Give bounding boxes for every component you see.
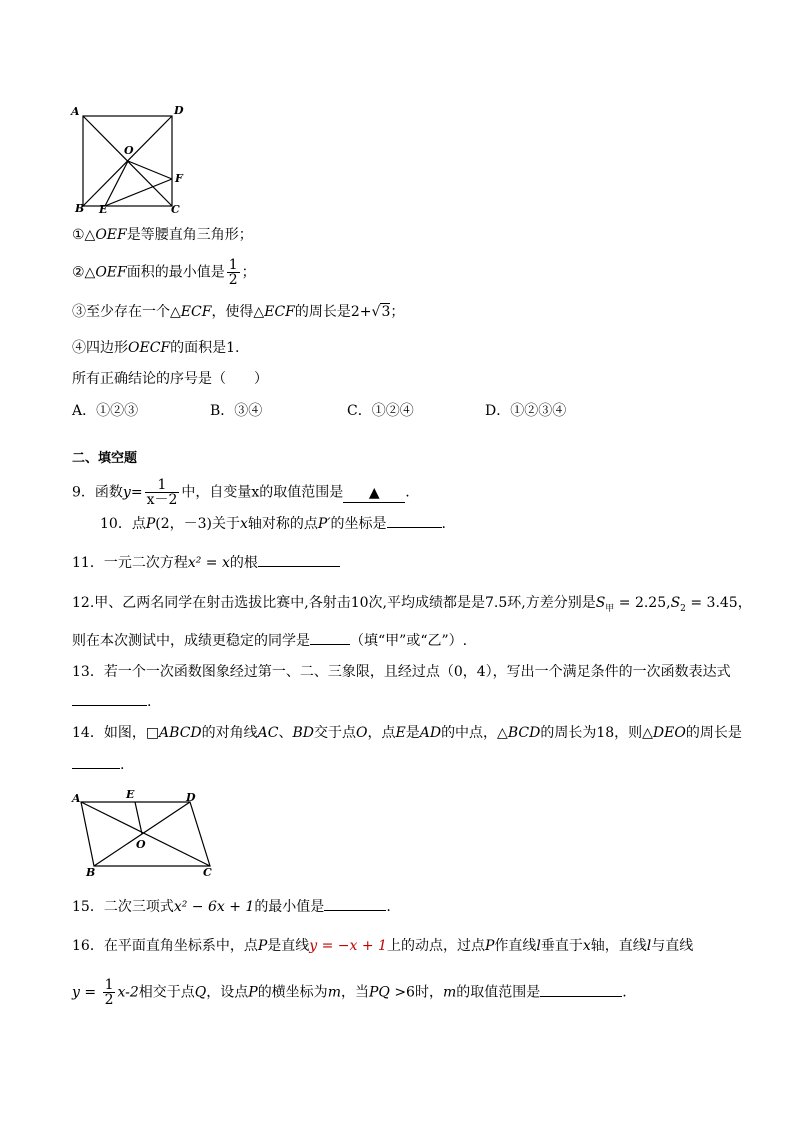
q9-text: 中，自变量x的取值范围是: [181, 484, 344, 501]
question-14-line1: [72, 724, 742, 742]
q16-m: m: [327, 984, 341, 1001]
q16-m2: m: [442, 984, 457, 1001]
q14-bd: BD: [292, 725, 314, 741]
q14-e: E: [395, 725, 406, 741]
label-b: B: [86, 866, 96, 879]
q16-p2: P: [484, 938, 495, 954]
q15-expression: x² − 6x + 1: [173, 899, 255, 915]
q9-fraction: [145, 478, 180, 507]
question-15: [72, 898, 391, 916]
q12-answer-blank[interactable]: [310, 632, 350, 645]
q16-mid8: ，设点: [206, 984, 249, 1001]
question-16-line1: [72, 937, 693, 955]
section-title: 二、填空题: [72, 451, 138, 466]
option-3-prefix: ③至少存在一个△: [72, 304, 181, 320]
q14-o: O: [356, 725, 368, 741]
label-a: A: [72, 792, 81, 805]
q14-mid6: 的周长为18，则△: [540, 725, 653, 741]
option-4-text: 的面积是1.: [170, 340, 240, 356]
option-1: [72, 226, 253, 244]
q9-prefix: 9．函数: [72, 484, 123, 501]
q16-mid11: >6时，: [389, 984, 443, 1001]
q16-p: P: [257, 938, 268, 954]
q16-end: .: [622, 984, 627, 1001]
q9-end: .: [405, 484, 410, 501]
label-c: C: [171, 203, 180, 216]
q13-end: .: [147, 694, 152, 710]
q11-text: 的根: [229, 555, 258, 571]
q16-tail: x-2: [117, 984, 139, 1001]
fraction-numerator: 1: [228, 257, 238, 273]
question-14-line2: [72, 756, 124, 774]
triangle-icon: ▲: [368, 484, 380, 501]
q14-ad: AD: [419, 725, 442, 741]
q16-mid3: 作直线: [494, 938, 537, 954]
option-2-var: OEF: [95, 264, 127, 281]
q12-line2-text: 则在本次测试中，成绩更稳定的同学是: [72, 633, 310, 649]
q12-s2-sub: 2: [680, 603, 686, 614]
option-3-mid: ，使得△: [211, 304, 265, 320]
question-12-line1: [72, 594, 752, 618]
q12-s1-sub: 甲: [605, 603, 615, 614]
q16-p3: P: [248, 984, 258, 1001]
q14-ac: AC: [257, 725, 279, 741]
q11-prefix: 11．一元二次方程: [72, 555, 188, 571]
q12-val2: = 3.45，: [685, 595, 752, 611]
q16-x: x: [582, 938, 591, 954]
q10-x: x: [240, 516, 248, 532]
q16-eq: =: [79, 984, 101, 1001]
question-9: [72, 478, 410, 507]
q10-text: 的坐标是: [330, 516, 387, 532]
fraction-denominator: 2: [104, 992, 114, 1008]
q14-mid4: 是: [405, 725, 420, 741]
q10-end: .: [441, 516, 446, 532]
choice-b: B．③④: [210, 403, 263, 419]
label-e: E: [126, 788, 135, 801]
q16-y: y: [72, 984, 80, 1001]
q16-mid4: 垂直于: [540, 938, 583, 954]
fraction-numerator: 1: [104, 977, 114, 993]
option-4-prefix: ④四边形: [72, 340, 128, 356]
label-f: F: [175, 172, 183, 185]
option-1-prefix: ①△: [72, 227, 96, 243]
q16-mid2: 上的动点，过点: [386, 938, 485, 954]
q14-mid3: ，点: [367, 725, 396, 741]
label-d: D: [186, 791, 196, 804]
q14-bcd: BCD: [507, 725, 541, 741]
q12-s2: S: [670, 595, 681, 611]
q10-coords: (2，－3)关于: [155, 516, 240, 532]
label-o: O: [136, 838, 146, 851]
q14-mid2: 交于点: [314, 725, 356, 741]
option-2-prefix: ②△: [72, 264, 96, 281]
sqrt-radicand: 3: [381, 304, 391, 320]
option-2-end: ；: [241, 264, 256, 281]
option-3-end: ；: [390, 304, 405, 320]
q10-p: P: [145, 516, 156, 532]
question-12-line2: [72, 632, 467, 650]
q14-prefix: 14．如图，: [72, 725, 146, 741]
option-3-text: 的周长是2+: [294, 304, 372, 320]
parallelogram-figure: [66, 786, 226, 882]
q16-l: l: [536, 938, 541, 954]
choice-a: A．①②③: [72, 403, 139, 419]
q11-equation: x² = x: [187, 555, 230, 571]
fraction-denominator: 2: [228, 272, 238, 288]
q16-pq: PQ: [368, 984, 390, 1001]
q11-answer-blank[interactable]: [258, 554, 340, 567]
choice-c: C．①②④: [347, 403, 414, 419]
segment-of: [128, 161, 172, 179]
q13-answer-blank[interactable]: [72, 693, 147, 706]
q14-end: .: [120, 757, 125, 773]
q14-answer-blank[interactable]: [72, 756, 120, 769]
q9-y: y: [122, 484, 131, 501]
q9-eq: =: [130, 484, 143, 501]
label-d: D: [174, 104, 184, 117]
q16-mid5: 轴，直线: [590, 938, 647, 954]
label-b: B: [75, 202, 85, 215]
q16-mid7: 相交于点: [138, 984, 195, 1001]
q16-fraction: [103, 978, 116, 1007]
q16-mid9: 的横坐标为: [257, 984, 328, 1001]
q14-mid1: 的对角线: [201, 725, 258, 741]
q15-end: .: [386, 899, 391, 915]
square-figure: [66, 100, 196, 218]
q16-mid6: 与直线: [651, 938, 694, 954]
segment-ef: [105, 179, 172, 206]
q16-prefix: 16．在平面直角坐标系中，点: [72, 938, 258, 954]
q14-abcd: □ABCD: [145, 725, 202, 741]
q10-p-prime: P′: [317, 516, 331, 532]
q15-text: 的最小值是: [254, 899, 325, 915]
option-3-var2: ECF: [264, 304, 295, 320]
q16-q: Q: [194, 984, 207, 1001]
q16-mid10: ，当: [340, 984, 369, 1001]
q14-deo: DEO: [652, 725, 686, 741]
question-13-line2: [72, 693, 151, 711]
option-3-var1: ECF: [180, 304, 212, 320]
q15-prefix: 15．二次三项式: [72, 899, 174, 915]
q15-answer-blank[interactable]: [324, 898, 386, 911]
q9-answer-blank[interactable]: [343, 484, 405, 503]
option-1-var: OEF: [95, 227, 127, 243]
q10-mid: 轴对称的点: [247, 516, 318, 532]
question-16-line2: [72, 978, 627, 1007]
q16-line-equation: y = −x + 1: [309, 938, 387, 954]
question-8-stem: 所有正确结论的序号是（ ）: [72, 371, 268, 387]
q12-line2-end: （填“甲”或“乙”）.: [350, 633, 468, 649]
option-4-var: OECF: [128, 340, 171, 356]
q16-answer-blank[interactable]: [540, 984, 622, 997]
option-4: [72, 339, 239, 357]
option-2-text: 面积的最小值是: [126, 264, 225, 281]
q14-sep: 、: [278, 725, 293, 741]
diagonal-ac: [81, 802, 210, 866]
q10-prefix: 10．点: [100, 516, 146, 532]
option-2: [72, 258, 256, 287]
q12-text: 12.甲、乙两名同学在射击选拔比赛中,各射击10次,平均成绩都是是7.5环,方差分别是: [72, 595, 596, 611]
option-1-text: 是等腰直角三角形；: [126, 227, 253, 243]
sqrt-sign: √: [371, 304, 381, 320]
q14-mid5: 的中点，△: [441, 725, 508, 741]
label-o: O: [124, 144, 134, 157]
fraction-denominator: x－2: [146, 492, 178, 508]
q16-mid1: 是直线: [267, 938, 310, 954]
label-c: C: [203, 866, 212, 879]
q12-val1: = 2.25,: [614, 595, 671, 611]
question-10: [100, 515, 446, 533]
choice-d: D．①②③④: [485, 403, 567, 419]
segment-oe: [105, 161, 128, 206]
question-11: [72, 554, 340, 572]
label-a: A: [71, 105, 80, 118]
q16-text: 的取值范围是: [456, 984, 541, 1001]
label-e: E: [99, 203, 108, 216]
q14-post: 的周长是: [685, 725, 742, 741]
q10-answer-blank[interactable]: [387, 515, 442, 528]
q16-l2: l: [646, 938, 652, 954]
option-2-fraction: [227, 258, 240, 287]
fraction-numerator: 1: [145, 478, 180, 493]
question-13-line1: 13．若一个一次函数图象经过第一、二、三象限，且经过点（0，4），写出一个满足条件的一次函数表达式: [72, 664, 731, 680]
q12-s1: S: [595, 595, 606, 611]
option-3: [72, 303, 404, 321]
